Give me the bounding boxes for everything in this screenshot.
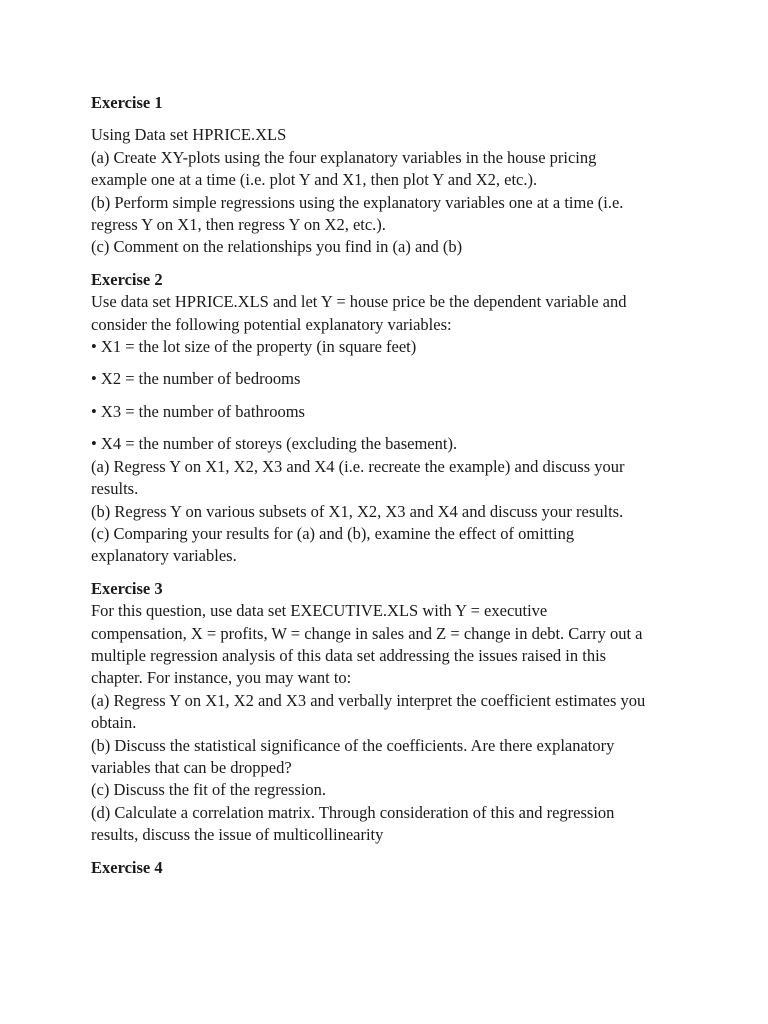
- exercise-3-line: obtain.: [91, 713, 137, 733]
- exercise-3-line: chapter. For instance, you may want to:: [91, 668, 352, 688]
- exercise-1-body: [91, 124, 678, 258]
- exercise-1-line: (b) Perform simple regressions using the explanatory variables one at a time (i.e.: [91, 192, 624, 212]
- exercise-2-line: consider the following potential explanatory variables:: [91, 314, 452, 334]
- exercise-2-bullet-x2: • X2 = the number of bedrooms: [91, 369, 301, 389]
- exercise-3-line: compensation, X = profits, W = change in sales and Z = change in debt. Carry out a: [91, 623, 643, 643]
- exercise-2-heading: Exercise 2: [91, 269, 163, 289]
- exercise-3-line: results, discuss the issue of multicollinearity: [91, 825, 384, 845]
- exercise-2-bullet-x1: • X1 = the lot size of the property (in square feet): [91, 337, 417, 357]
- exercise-3-body: [91, 600, 678, 846]
- exercise-2-line: (b) Regress Y on various subsets of X1, X2, X3 and X4 and discuss your results.: [91, 501, 624, 521]
- exercise-3-line: variables that can be dropped?: [91, 757, 292, 777]
- exercise-3-line: (a) Regress Y on X1, X2 and X3 and verbally interpret the coefficient estimates you: [91, 690, 646, 710]
- exercise-2-line: (c) Comparing your results for (a) and (b), examine the effect of omitting: [91, 523, 575, 543]
- exercise-1-line: (c) Comment on the relationships you find in (a) and (b): [91, 237, 463, 257]
- exercise-2-line: explanatory variables.: [91, 546, 237, 566]
- exercise-1-line: Using Data set HPRICE.XLS: [91, 125, 287, 145]
- exercise-2-bullet-x4: • X4 = the number of storeys (excluding the basement).: [91, 434, 458, 454]
- exercise-2-bullet-x3-block: [91, 401, 678, 423]
- exercise-2-line: Use data set HPRICE.XLS and let Y = house price be the dependent variable and: [91, 292, 627, 312]
- exercise-1-line: (a) Create XY-plots using the four explanatory variables in the house pricing: [91, 147, 597, 167]
- exercise-2-bullet-x2-block: [91, 368, 678, 390]
- exercise-4-heading: Exercise 4: [91, 857, 163, 877]
- exercise-2-tail: [91, 433, 678, 567]
- exercise-2-bullet-x3: • X3 = the number of bathrooms: [91, 401, 305, 421]
- exercise-3-line: For this question, use data set EXECUTIVE.XLS with Y = executive: [91, 601, 548, 621]
- exercise-1-line: example one at a time (i.e. plot Y and X1, then plot Y and X2, etc.).: [91, 170, 538, 190]
- exercise-2-line: results.: [91, 479, 139, 499]
- exercise-3-line: multiple regression analysis of this data set addressing the issues raised in this: [91, 645, 607, 665]
- exercise-1-heading: Exercise 1: [91, 93, 163, 112]
- exercise-2-line: (a) Regress Y on X1, X2, X3 and X4 (i.e. recreate the example) and discuss your: [91, 456, 625, 476]
- exercise-1-line: regress Y on X1, then regress Y on X2, etc.).: [91, 215, 386, 235]
- exercise-3-line: (b) Discuss the statistical significance of the coefficients. Are there explanatory: [91, 735, 615, 755]
- exercise-3-heading: Exercise 3: [91, 578, 163, 598]
- exercise-2-intro: [91, 291, 678, 358]
- exercise-3-line: (c) Discuss the fit of the regression.: [91, 780, 327, 800]
- exercise-3-line: (d) Calculate a correlation matrix. Through consideration of this and regression: [91, 802, 615, 822]
